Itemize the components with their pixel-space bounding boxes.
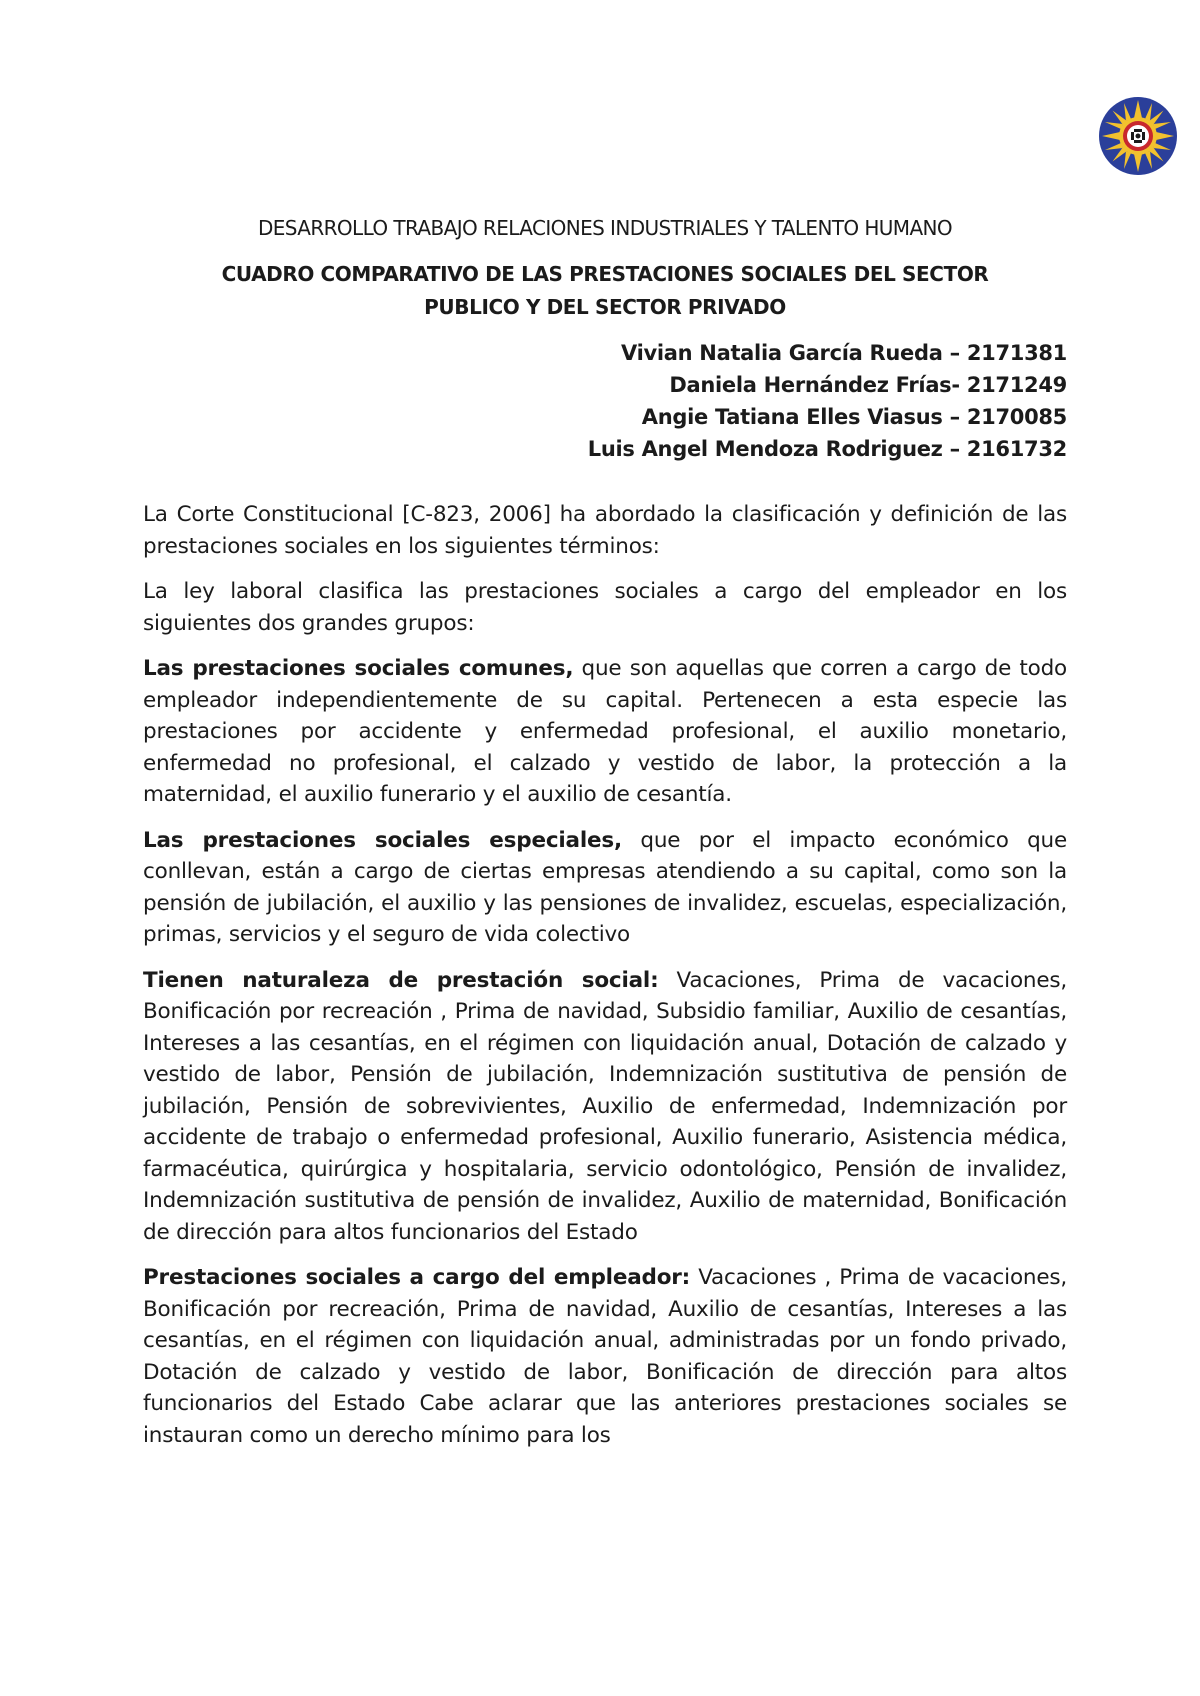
especiales-label: Las prestaciones sociales especiales,	[143, 827, 622, 853]
document-body	[143, 214, 1067, 1465]
empleador-text: Vacaciones , Prima de vacaciones, Bonificación por recreación, Prima de navidad, Auxilio de cesantías, Intereses a las cesantías, en el régimen con liquidación anual, administradas por un fondo privado, Dotación de calzado y vestido de labor, Bonificación de dirección para altos funcionarios del Estado Cabe aclarar que las anteriores prestaciones sociales se instauran como un derecho mínimo para los	[143, 1265, 1067, 1448]
author-item: Angie Tatiana Elles Viasus – 2170085	[641, 405, 1067, 429]
main-title-line-2: PUBLICO Y DEL SECTOR PRIVADO	[424, 295, 786, 319]
comunes-text: que son aquellas que corren a cargo de todo empleador independientemente de su capital. Pertenecen a esta especie las prestaciones por accidente y enfermedad profesional, el auxilio monetario, enfermedad no profesional, el calzado y vestido de labor, la protección a la maternidad, el auxilio funerario y el auxilio de cesantía.	[143, 656, 1068, 807]
grouping-paragraph: La ley laboral clasifica las prestaciones sociales a cargo del empleador en los siguientes dos grandes grupos:	[143, 579, 1067, 636]
empleador-label: Prestaciones sociales a cargo del empleador:	[143, 1265, 691, 1290]
naturaleza-label: Tienen naturaleza de prestación social:	[143, 967, 659, 993]
intro-paragraph: La Corte Constitucional [C-823, 2006] ha abordado la clasificación y definición de las prestaciones sociales en los siguientes términos:	[143, 502, 1067, 559]
author-item: Luis Angel Mendoza Rodriguez – 2161732	[587, 437, 1067, 461]
author-list	[143, 337, 1067, 465]
especiales-paragraph	[143, 825, 1067, 951]
author-item: Daniela Hernández Frías- 2171249	[669, 373, 1067, 397]
main-title	[143, 258, 1067, 324]
main-title-line-1: CUADRO COMPARATIVO DE LAS PRESTACIONES SOCIALES DEL SECTOR	[221, 262, 989, 286]
author-item: Vivian Natalia García Rueda – 2171381	[621, 341, 1067, 365]
especiales-text: que por el impacto económico que conllevan, están a cargo de ciertas empresas atendiendo a su capital, como son la pensión de jubilación, el auxilio y las pensiones de invalidez, escuelas, especialización, primas, servicios y el seguro de vida colectivo	[143, 827, 1067, 947]
naturaleza-text: Vacaciones, Prima de vacaciones, Bonificación por recreación , Prima de navidad, Subsidio familiar, Auxilio de cesantías, Intereses a las cesantías, en el régimen con liquidación anual, Dotación de calzado y vestido de labor, Pensión de jubilación, Indemnización sustitutiva de pensión de jubilación, Pensión de sobrevivientes, Auxilio de enfermedad, Indemnización por accidente de trabajo o enfermedad profesional, Auxilio funerario, Asistencia médica, farmacéutica, quirúrgica y hospitalaria, servicio odontológico, Pensión de invalidez, Indemnización sustitutiva de pensión de invalidez, Auxilio de maternidad, Bonificación de dirección para altos funcionarios del Estado	[143, 967, 1067, 1245]
university-seal-icon	[1098, 96, 1178, 176]
empleador-paragraph	[143, 1262, 1067, 1451]
naturaleza-paragraph	[143, 965, 1067, 1249]
course-title: DESARROLLO TRABAJO RELACIONES INDUSTRIALES Y TALENTO HUMANO	[257, 216, 953, 240]
comunes-paragraph	[143, 653, 1067, 811]
comunes-label: Las prestaciones sociales comunes,	[143, 656, 574, 681]
